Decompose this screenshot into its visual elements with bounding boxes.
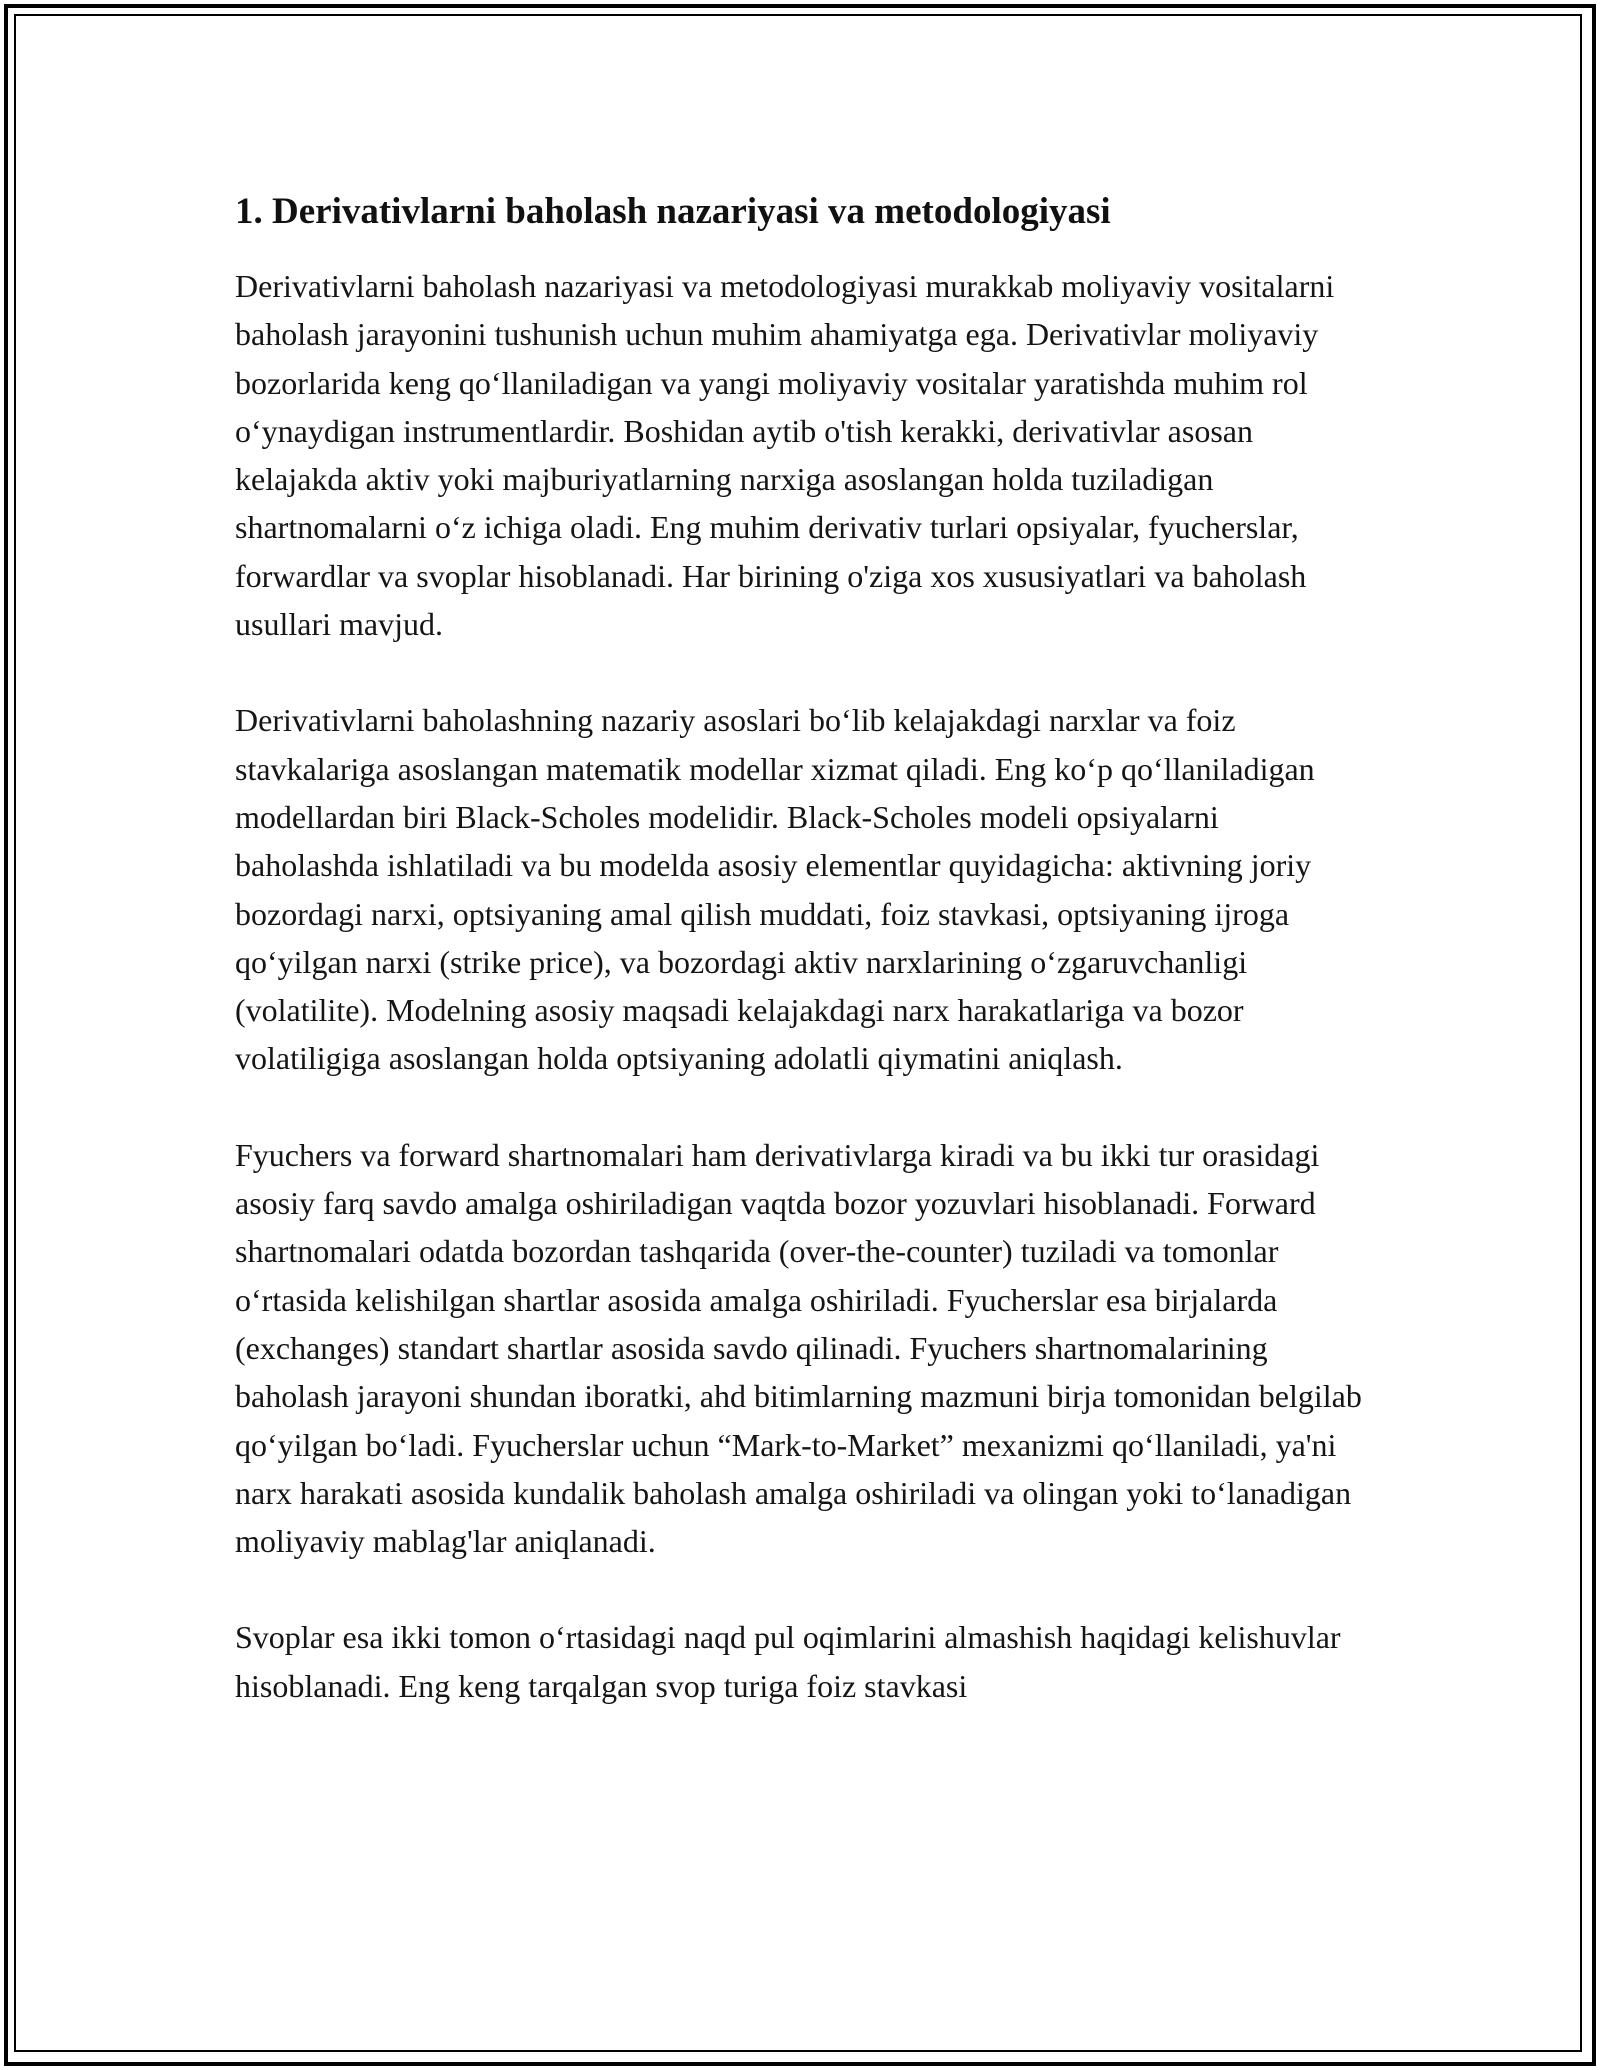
paragraph-3: Fyuchers va forward shartnomalari ham derivativlarga kiradi va bu ikki tur orasidagi asosiy farq savdo amalga oshiriladigan vaqtda bozor yozuvlari hisoblanadi. Forward shartnomalari odatda bozordan tashqarida (over-the-counter) tuziladi va tomonlar o‘rtasida kelishilgan shartlar asosida amalga oshiriladi. Fyucherslar esa birjalarda (exchanges) standart shartlar asosida savdo qilinadi. Fyuchers shartnomalarining baholash jarayoni shundan iboratki, ahd bitimlarning mazmuni birja tomonidan belgilab qo‘yilgan bo‘ladi. Fyucherslar uchun “Mark-to-Market” mexanizmi qo‘llaniladi, ya'ni narx harakati asosida kundalik baholash amalga oshiriladi va olingan yoki to‘lanadigan moliyaviy mablag'lar aniqlanadi. [235, 1136, 1362, 1560]
paragraph-4: Svoplar esa ikki tomon o‘rtasidagi naqd pul oqimlarini almashish haqidagi kelishuvlar hisoblanadi. Eng keng tarqalgan svop turiga foiz stavkasi [235, 1619, 1341, 1704]
paragraph-1: Derivativlarni baholash nazariyasi va metodologiyasi murakkab moliyaviy vositalarni baholash jarayonini tushunish uchun muhim ahamiyatga ega. Derivativlar moliyaviy bozorlarida keng qo‘llaniladigan va yangi moliyaviy vositalar yaratishda muhim rol o‘ynaydigan instrumentlardir. Boshidan aytib o'tish kerakki, derivativlar asosan kelajakda aktiv yoki majburiyatlarning narxiga asoslangan holda tuziladigan shartnomalarni o‘z ichiga oladi. Eng muhim derivativ turlari opsiyalar, fyucherslar, forwardlar va svoplar hisoblanadi. Har birining o'ziga xos xususiyatlari va baholash usullari mavjud. [235, 268, 1335, 643]
paragraph-2: Derivativlarni baholashning nazariy asoslari bo‘lib kelajakdagi narxlar va foiz stavkalariga asoslangan matematik modellar xizmat qiladi. Eng ko‘p qo‘llaniladigan modellardan biri Black-Scholes modelidir. Black-Scholes modeli opsiyalarni baholashda ishlatiladi va bu modelda asosiy elementlar quyidagicha: aktivning joriy bozordagi narxi, optsiyaning amal qilish muddati, foiz stavkasi, optsiyaning ijroga qo‘yilgan narxi (strike price), va bozordagi aktiv narxlarining o‘zgaruvchanligi (volatilite). Modelning asosiy maqsadi kelajakdagi narx harakatlariga va bozor volatiligiga asoslangan holda optsiyaning adolatli qiymatini aniqlash. [235, 702, 1315, 1077]
section-heading: 1. Derivativlarni baholash nazariyasi va metodologiyasi [235, 191, 1111, 232]
document-body [235, 186, 1365, 1710]
